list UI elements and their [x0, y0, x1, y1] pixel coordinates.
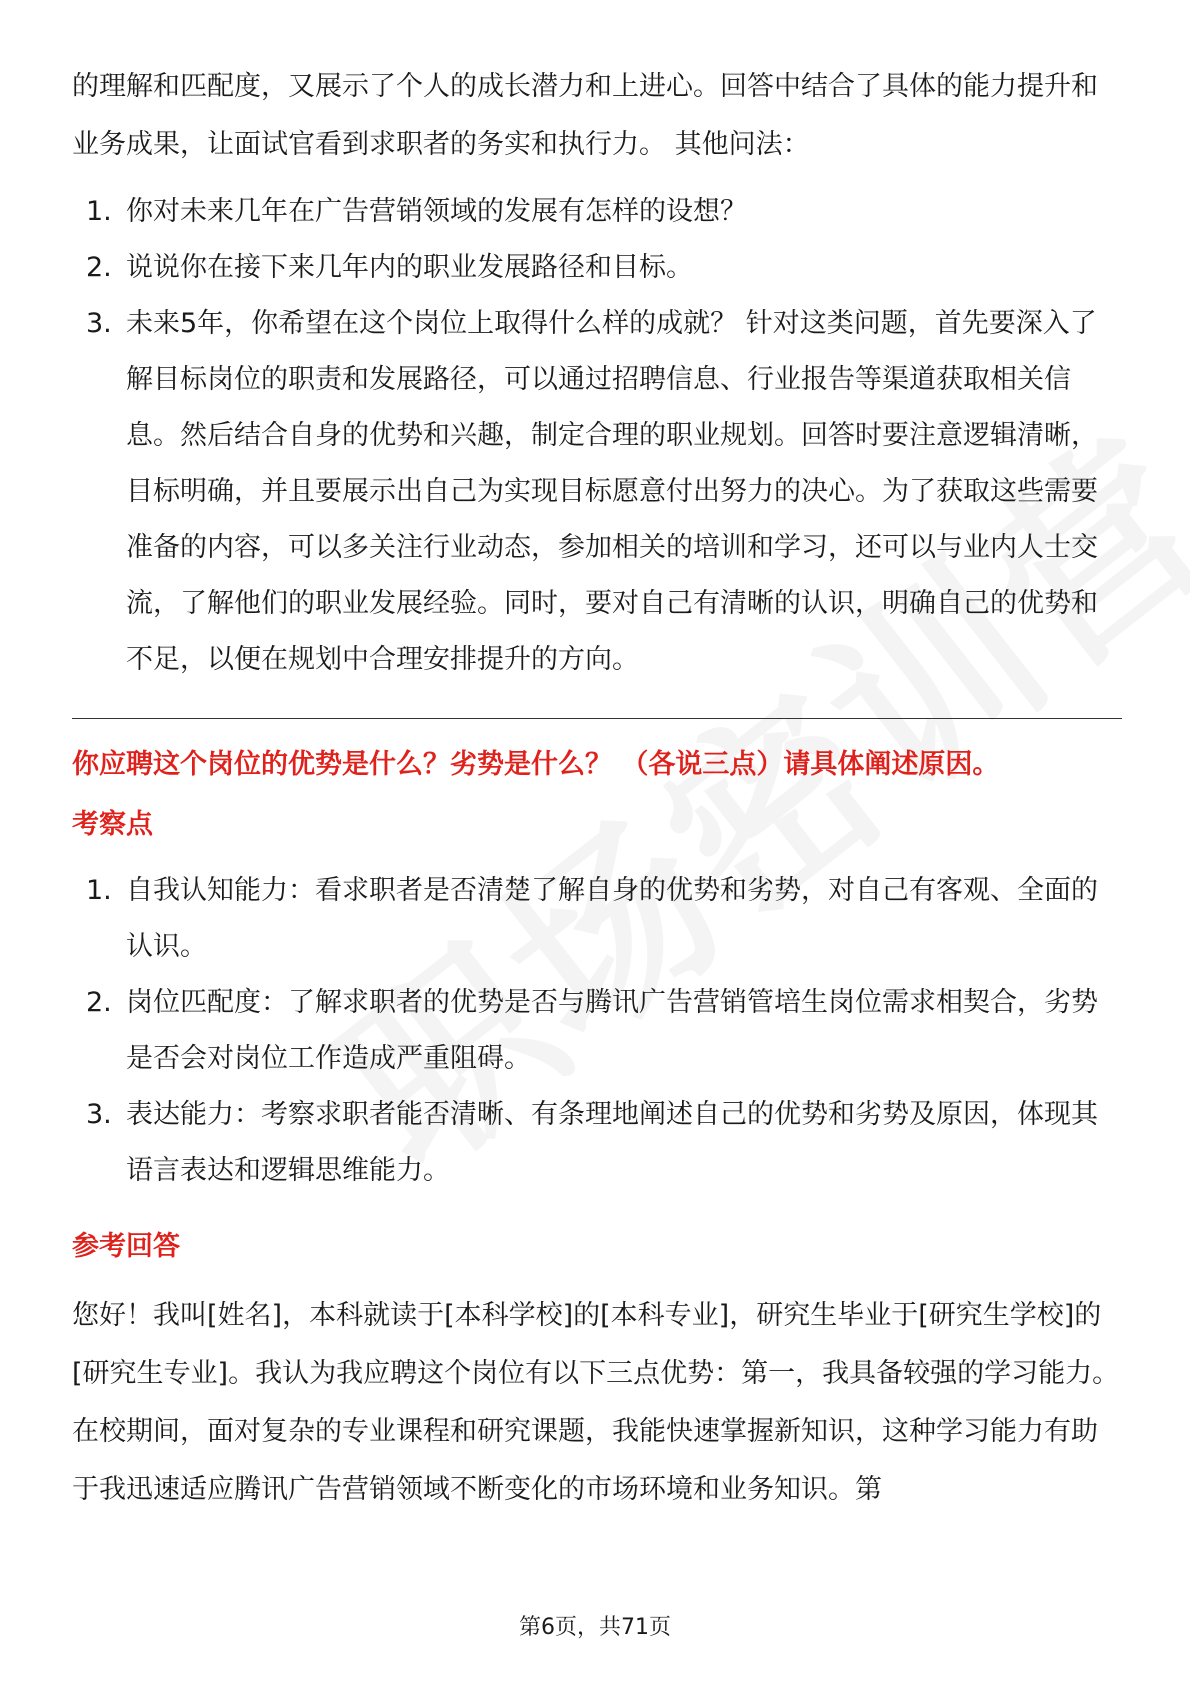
list-text: 未来5年，你希望在这个岗位上取得什么样的成就？ 针对这类问题，首先要深入了解目标岗位的职责和发展路径，可以通过招聘信息、行业报告等渠道获取相关信息。然后结合自身的优势和兴趣，制定合理的职业规划。回答时要注意逻辑清晰，目标明确，并且要展示出自己为实现目标愿意付出努力的决心。为了获取这些需要准备的内容，可以多关注行业动态，参加相关的培训和学习，还可以与业内人士交流，了解他们的职业发展经验。同时，要对自己有清晰的认识，明确自己的优势和不足，以便在规划中合理安排提升的方向。	[126, 308, 1098, 675]
list-text: 自我认知能力：看求职者是否清楚了解自身的优势和劣势，对自己有客观、全面的认识。	[126, 875, 1098, 962]
list-item	[72, 184, 1122, 240]
list-item	[72, 975, 1122, 1087]
list-text: 说说你在接下来几年内的职业发展路径和目标。	[126, 252, 693, 283]
list-text: 岗位匹配度：了解求职者的优势是否与腾讯广告营销管培生岗位需求相契合，劣势是否会对岗位工作造成严重阻碍。	[126, 987, 1098, 1074]
list-text: 你对未来几年在广告营销领域的发展有怎样的设想？	[126, 196, 747, 227]
key-points-list	[72, 863, 1122, 1199]
list-item	[72, 240, 1122, 296]
list-number: 3.	[86, 308, 112, 339]
answer-paragraph: 您好！我叫[姓名]，本科就读于[本科学校]的[本科专业]，研究生毕业于[研究生学校]的[研究生专业]。我认为我应聘这个岗位有以下三点优势：第一，我具备较强的学习能力。在校期间，面对复杂的专业课程和研究课题，我能快速掌握新知识，这种学习能力有助于我迅速适应腾讯广告营销领域不断变化的市场环境和业务知识。第	[72, 1300, 1120, 1505]
list-item	[72, 296, 1122, 688]
list-item	[72, 1087, 1122, 1199]
key-points-heading: 考察点	[72, 809, 153, 840]
list-number: 2.	[86, 252, 112, 283]
list-text: 表达能力：考察求职者能否清晰、有条理地阐述自己的优势和劣势及原因，体现其语言表达和逻辑思维能力。	[126, 1099, 1098, 1186]
section-divider	[72, 718, 1122, 719]
list-item	[72, 863, 1122, 975]
question-title: 你应聘这个岗位的优势是什么？劣势是什么？ （各说三点）请具体阐述原因。	[72, 749, 1000, 780]
other-questions-list	[72, 184, 1122, 688]
page-footer: 第6页，共71页	[519, 1615, 671, 1640]
document-body	[72, 58, 1122, 1519]
list-number: 1.	[86, 196, 112, 227]
intro-paragraph: 的理解和匹配度，又展示了个人的成长潜力和上进心。回答中结合了具体的能力提升和业务成果，让面试官看到求职者的务实和执行力。 其他问法：	[72, 71, 1098, 160]
list-number: 3.	[86, 1099, 112, 1130]
list-number: 2.	[86, 987, 112, 1018]
answer-heading: 参考回答	[72, 1231, 180, 1262]
list-number: 1.	[86, 875, 112, 906]
